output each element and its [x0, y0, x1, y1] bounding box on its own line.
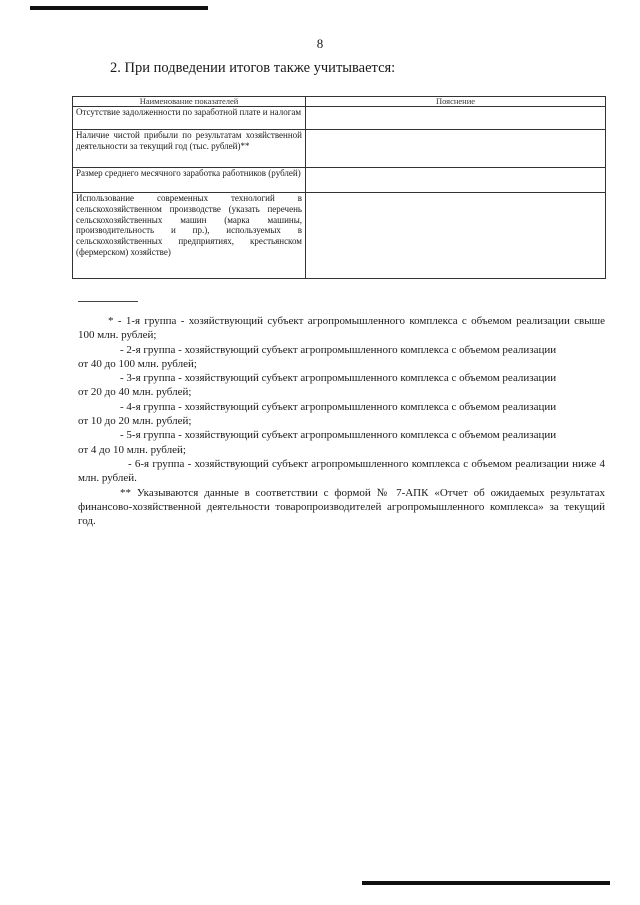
scan-edge-bottom	[362, 881, 610, 885]
table-row	[73, 193, 606, 279]
footnote-group-3: - 3-я группа - хозяйствующий субъект агропромышленного комплекса с объемом реализации	[120, 372, 557, 385]
column-header-note: Пояснение	[306, 97, 606, 107]
indicator-name: Размер среднего месячного заработка работников (рублей)	[73, 168, 306, 193]
indicator-note	[306, 168, 606, 193]
page-number: 8	[316, 36, 324, 51]
footnote-group-4-range: от 10 до 20 млн. рублей;	[78, 415, 192, 428]
footnote-double-star: ** Указываются данные в соответствии с формой № 7-АПК «Отчет об ожидаемых результатах финансово-хозяйственной деятельности товаропроизводителей агропромышленного комплекса» за текущий год.	[78, 486, 605, 528]
indicator-note	[306, 193, 606, 279]
table-row	[73, 107, 606, 130]
table-row	[73, 168, 606, 193]
indicators-table	[72, 96, 606, 279]
footnote-group-6: - 6-я группа - хозяйствующий субъект агропромышленного комплекса с объемом реализации ниже 4 млн. рублей.	[78, 457, 605, 485]
indicator-name: Использование современных технологий в сельскохозяйственном производстве (указать перечень сельскохозяйственных машин (марка машины, производительность и пр.), используемых в сельскохозяйственных предприятиях, крестьянском (фермерском) хозяйстве)	[73, 193, 306, 279]
footnote-separator	[78, 301, 138, 302]
table-row	[73, 130, 606, 168]
footnote-group-2-range: от 40 до 100 млн. рублей;	[78, 357, 197, 370]
table-header-row	[73, 97, 606, 107]
section-heading: 2. При подведении итогов также учитывается:	[110, 60, 396, 76]
footnote-group-1: * - 1-я группа - хозяйствующий субъект агропромышленного комплекса с объемом реализации свыше 100 млн. рублей;	[78, 315, 605, 342]
footnote-group-5: - 5-я группа - хозяйствующий субъект агропромышленного комплекса с объемом реализации	[120, 429, 557, 442]
footnote-group-2: - 2-я группа - хозяйствующий субъект агропромышленного комплекса с объемом реализации	[120, 343, 557, 356]
indicator-note	[306, 130, 606, 168]
column-header-name: Наименование показателей	[73, 97, 306, 107]
footnote-group-4: - 4-я группа - хозяйствующий субъект агропромышленного комплекса с объемом реализации	[120, 400, 557, 413]
indicator-note	[306, 107, 606, 130]
scan-edge-top	[30, 6, 208, 10]
footnote-group-3-range: от 20 до 40 млн. рублей;	[78, 386, 192, 399]
indicator-name: Отсутствие задолженности по заработной плате и налогам	[73, 107, 306, 130]
footnote-group-5-range: от 4 до 10 млн. рублей;	[78, 443, 186, 456]
indicator-name: Наличие чистой прибыли по результатам хозяйственной деятельности за текущий год (тыс. рублей)**	[73, 130, 306, 168]
footnotes-block	[78, 314, 605, 528]
